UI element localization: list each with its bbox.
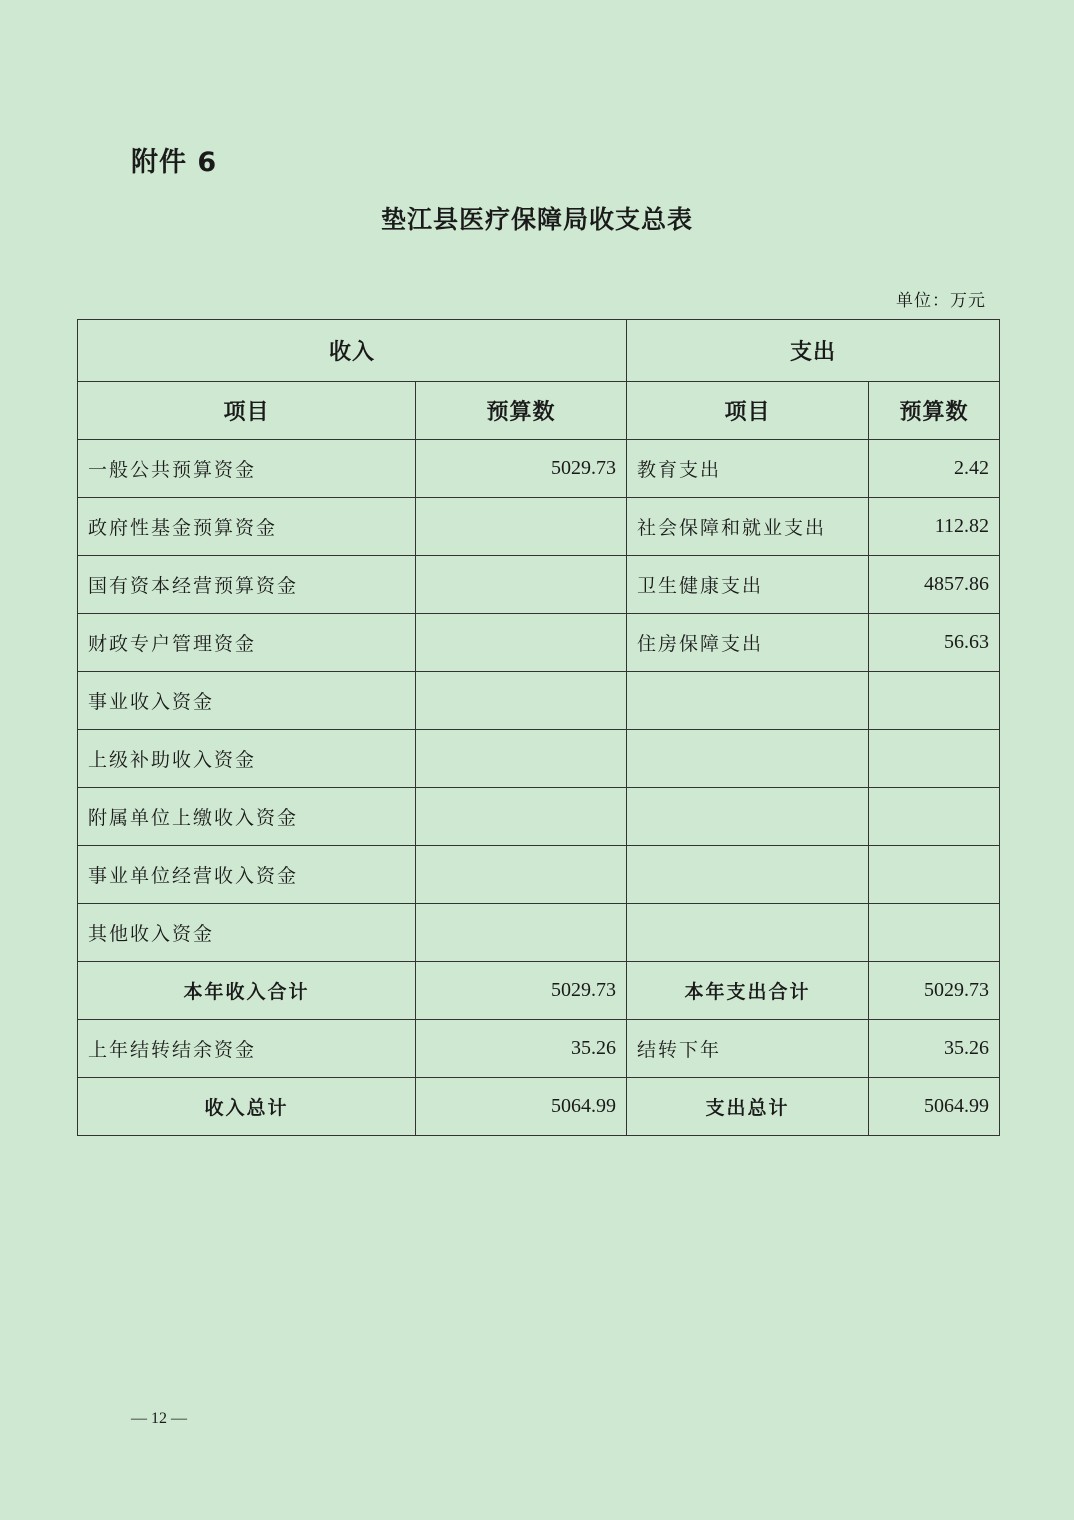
carryover-expense-value: 35.26 <box>869 1020 1000 1078</box>
page-number: — 12 — <box>131 1410 187 1427</box>
income-item: 事业单位经营收入资金 <box>78 846 416 904</box>
year-income-total-label: 本年收入合计 <box>78 962 416 1020</box>
grand-income-total-label: 收入总计 <box>78 1078 416 1136</box>
table-row <box>78 556 1000 614</box>
income-item: 附属单位上缴收入资金 <box>78 788 416 846</box>
attachment-label: 附件 6 <box>131 147 218 178</box>
income-value <box>416 904 627 962</box>
expense-item <box>627 730 869 788</box>
carryover-expense-item: 结转下年 <box>627 1020 869 1078</box>
table-row <box>78 788 1000 846</box>
expense-value <box>869 904 1000 962</box>
table-row <box>78 498 1000 556</box>
table-column-header-row <box>78 382 1000 440</box>
income-item: 一般公共预算资金 <box>78 440 416 498</box>
table-row <box>78 440 1000 498</box>
income-value <box>416 498 627 556</box>
expense-item: 教育支出 <box>627 440 869 498</box>
income-value <box>416 614 627 672</box>
income-header: 收入 <box>78 320 627 382</box>
expense-value: 112.82 <box>869 498 1000 556</box>
table-row <box>78 614 1000 672</box>
income-value <box>416 672 627 730</box>
expense-item: 社会保障和就业支出 <box>627 498 869 556</box>
income-item: 国有资本经营预算资金 <box>78 556 416 614</box>
income-item-column-header: 项目 <box>78 382 416 440</box>
year-expense-total-value: 5029.73 <box>869 962 1000 1020</box>
expense-value: 4857.86 <box>869 556 1000 614</box>
expense-budget-column-header: 预算数 <box>869 382 1000 440</box>
expense-item <box>627 846 869 904</box>
income-value <box>416 846 627 904</box>
unit-label: 单位：万元 <box>896 291 986 311</box>
income-value <box>416 730 627 788</box>
income-budget-column-header: 预算数 <box>416 382 627 440</box>
table-row <box>78 904 1000 962</box>
table-group-header-row <box>78 320 1000 382</box>
income-value <box>416 556 627 614</box>
grand-expense-total-value: 5064.99 <box>869 1078 1000 1136</box>
carryover-income-item: 上年结转结余资金 <box>78 1020 416 1078</box>
expense-item <box>627 672 869 730</box>
expense-item <box>627 904 869 962</box>
carryover-row <box>78 1020 1000 1078</box>
expense-value: 2.42 <box>869 440 1000 498</box>
budget-table <box>77 319 1000 1136</box>
income-item: 其他收入资金 <box>78 904 416 962</box>
expense-value: 56.63 <box>869 614 1000 672</box>
expense-value <box>869 788 1000 846</box>
expense-value <box>869 846 1000 904</box>
expense-item: 住房保障支出 <box>627 614 869 672</box>
grand-total-row <box>78 1078 1000 1136</box>
year-total-row <box>78 962 1000 1020</box>
income-value: 5029.73 <box>416 440 627 498</box>
expense-header: 支出 <box>627 320 1000 382</box>
table-row <box>78 730 1000 788</box>
income-item: 事业收入资金 <box>78 672 416 730</box>
income-value <box>416 788 627 846</box>
table-row <box>78 672 1000 730</box>
income-item: 上级补助收入资金 <box>78 730 416 788</box>
year-expense-total-label: 本年支出合计 <box>627 962 869 1020</box>
year-income-total-value: 5029.73 <box>416 962 627 1020</box>
expense-value <box>869 730 1000 788</box>
grand-expense-total-label: 支出总计 <box>627 1078 869 1136</box>
income-item: 财政专户管理资金 <box>78 614 416 672</box>
income-item: 政府性基金预算资金 <box>78 498 416 556</box>
page-title: 垫江县医疗保障局收支总表 <box>380 205 693 234</box>
expense-item <box>627 788 869 846</box>
expense-item: 卫生健康支出 <box>627 556 869 614</box>
table-row <box>78 846 1000 904</box>
grand-income-total-value: 5064.99 <box>416 1078 627 1136</box>
expense-value <box>869 672 1000 730</box>
carryover-income-value: 35.26 <box>416 1020 627 1078</box>
expense-item-column-header: 项目 <box>627 382 869 440</box>
